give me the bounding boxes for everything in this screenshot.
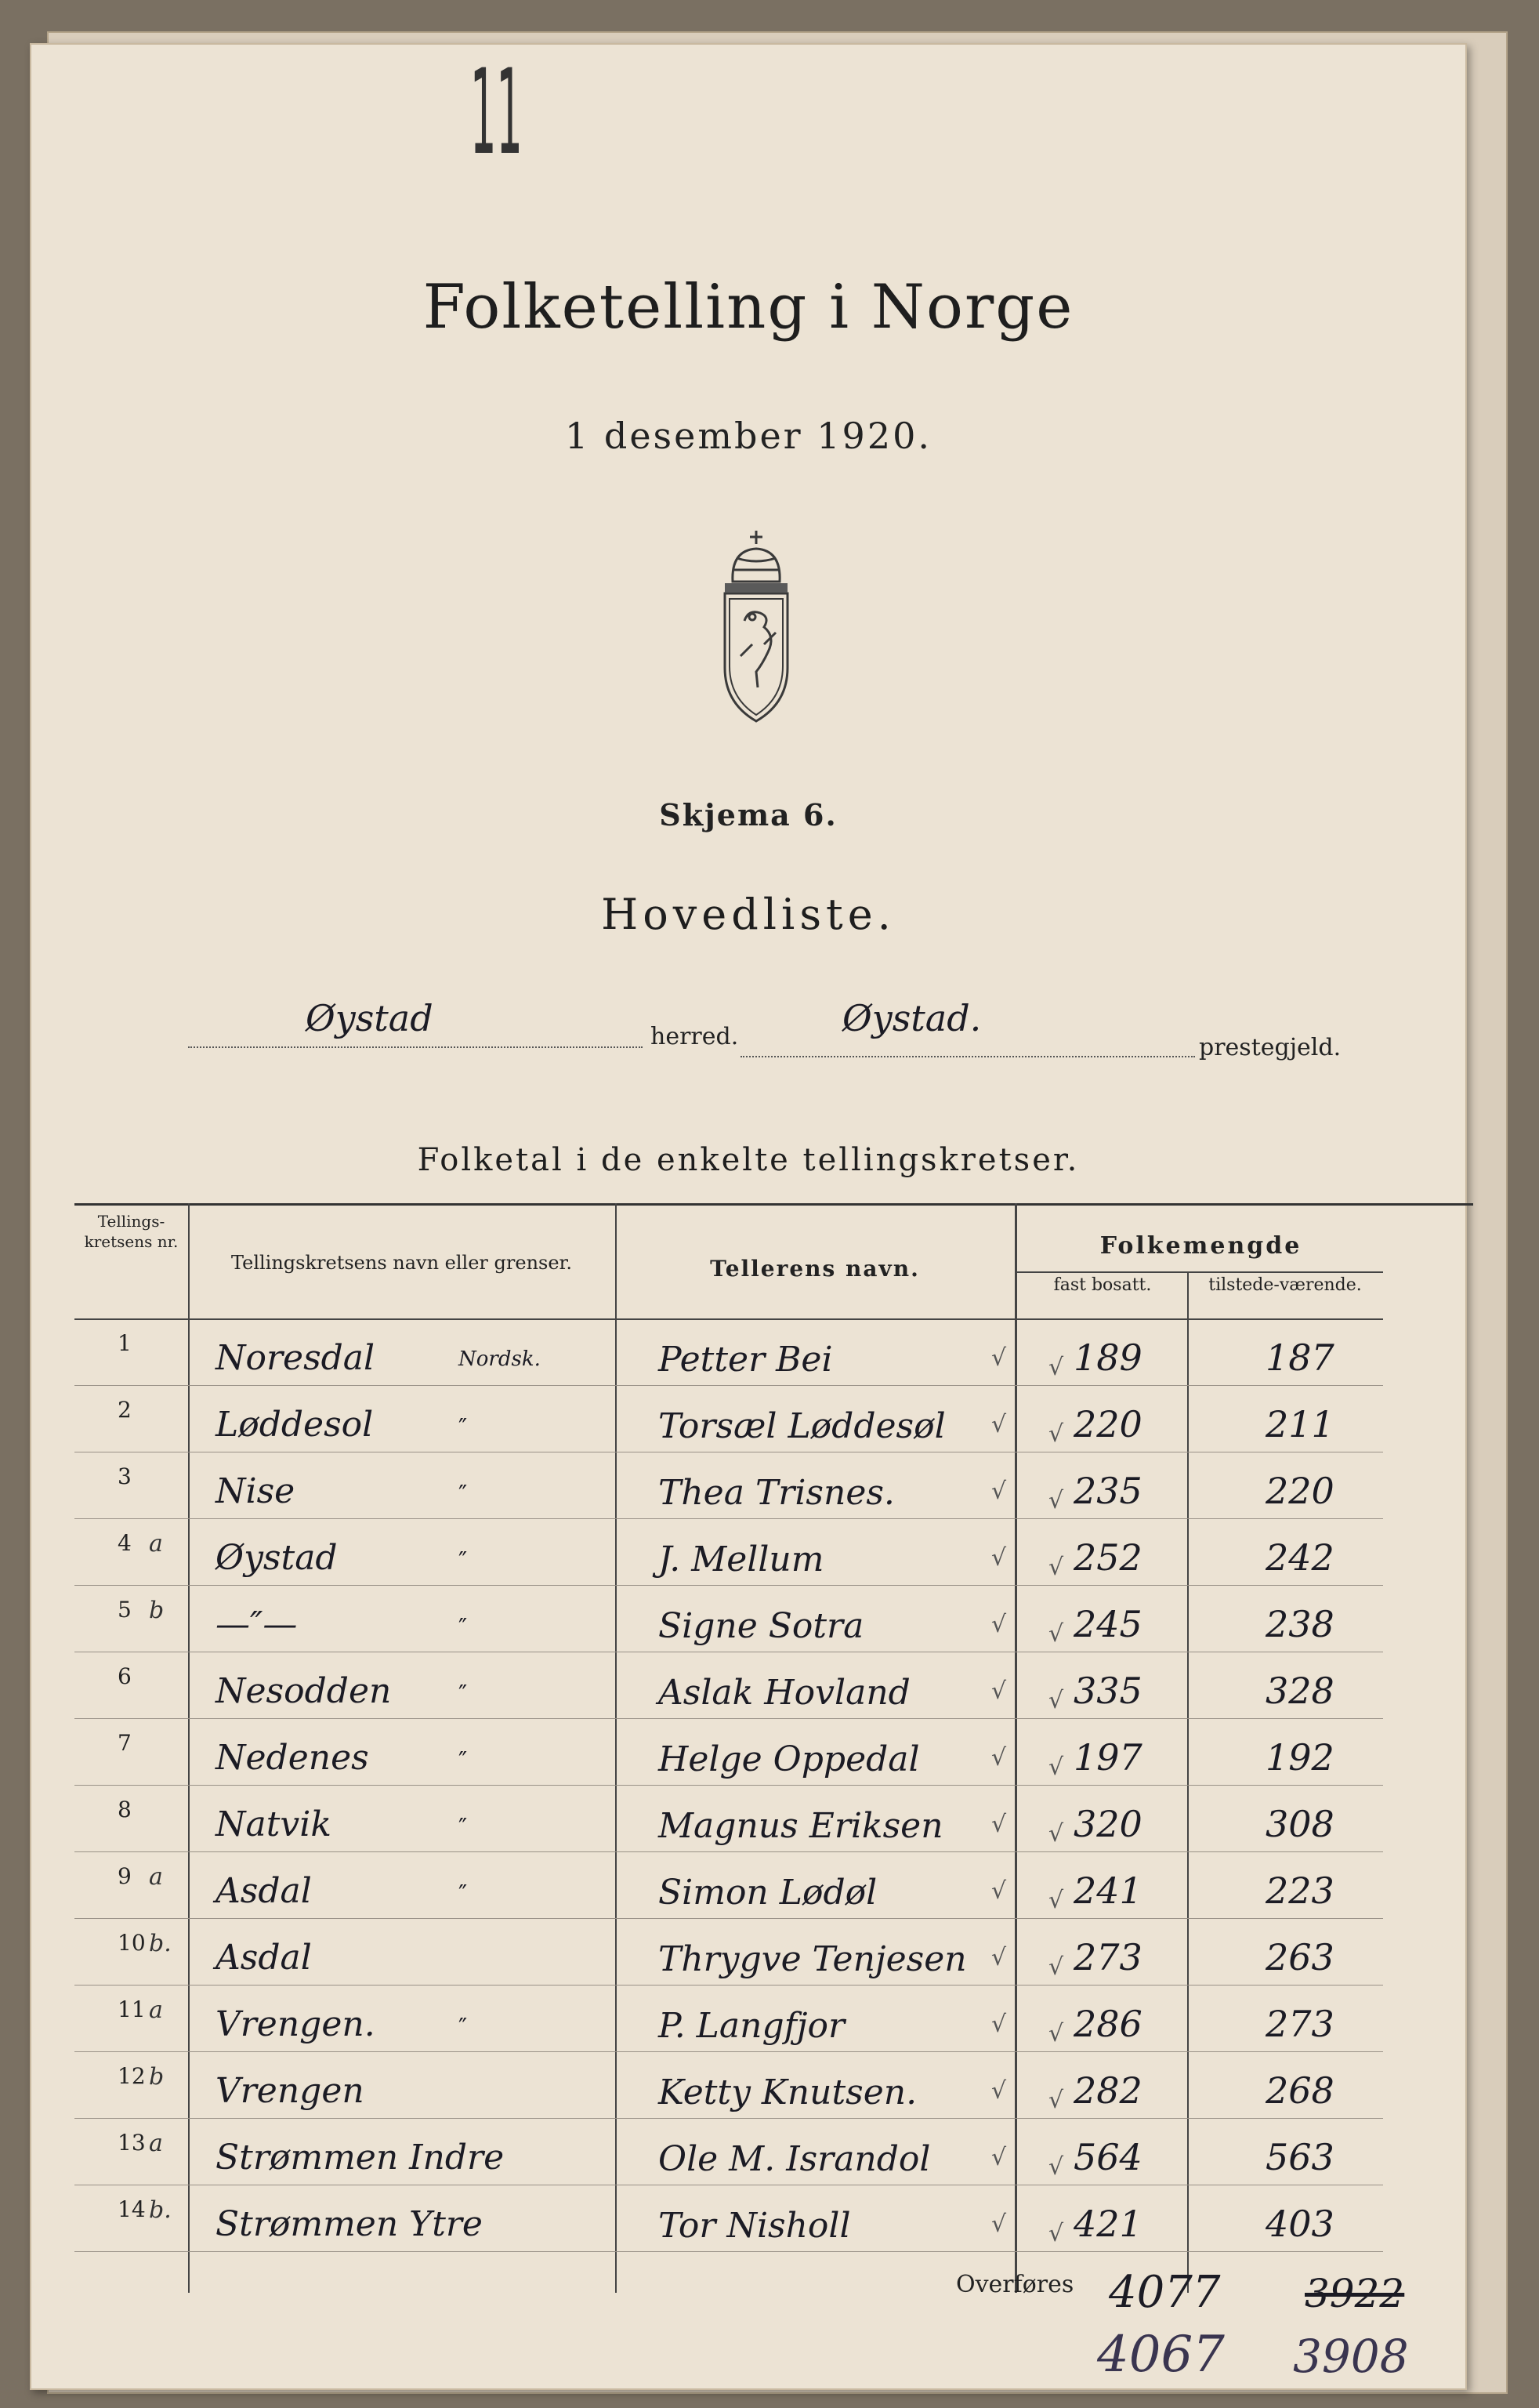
check-mark-icon: √	[1048, 1420, 1064, 1448]
row-rule	[74, 1785, 1383, 1786]
tilstedevaerende-value: 268	[1266, 2069, 1334, 2112]
check-mark-icon: √	[991, 1811, 1007, 1838]
check-mark-icon: √	[991, 1744, 1007, 1772]
total-tilstede: 3922	[1305, 2271, 1405, 2316]
col-divider-2	[615, 1203, 617, 2293]
teller-name: Thea Trisnes.	[658, 1473, 895, 1513]
row-rule	[74, 1985, 1383, 1986]
check-mark-icon: √	[1048, 2220, 1064, 2247]
teller-name: Signe Sotra	[658, 1606, 864, 1646]
row-rule	[74, 1518, 1383, 1519]
teller-name: Helge Oppedal	[658, 1739, 920, 1779]
row-number: 6	[118, 1663, 132, 1689]
tilstedevaerende-value: 187	[1266, 1336, 1334, 1379]
row-subletter: a	[149, 1863, 163, 1891]
fast-bosatt-value: 320	[1074, 1803, 1142, 1845]
row-number: 8	[118, 1797, 132, 1822]
norway-coat-of-arms-icon	[701, 527, 811, 727]
check-mark-icon: √	[991, 1344, 1007, 1372]
fast-bosatt-value: 252	[1074, 1536, 1142, 1579]
fast-bosatt-value: 286	[1074, 2003, 1142, 2045]
check-mark-icon: √	[1048, 2153, 1064, 2181]
district-name: Nedenes	[215, 1738, 369, 1778]
district-note: ″	[458, 1414, 468, 1442]
check-mark-icon: √	[991, 1411, 1007, 1438]
district-note: ″	[458, 1814, 468, 1841]
district-name: Noresdal	[215, 1338, 375, 1378]
table-title: Folketal i de enkelte tellingskretser.	[417, 1142, 1080, 1178]
row-rule	[74, 1851, 1383, 1852]
tilstedevaerende-value: 211	[1266, 1403, 1334, 1445]
district-name: Natvik	[215, 1804, 332, 1844]
district-note: ″	[458, 1614, 468, 1641]
check-mark-icon: √	[1048, 1887, 1064, 1914]
district-note: Nordsk.	[458, 1347, 541, 1371]
overfores-label: Overføres	[956, 2271, 1074, 2298]
check-mark-icon: √	[1048, 2087, 1064, 2114]
fast-bosatt-value: 421	[1074, 2203, 1142, 2245]
teller-name: Thrygve Tenjesen	[658, 1939, 967, 1979]
tilstedevaerende-value: 273	[1266, 2003, 1334, 2045]
col-divider-1	[188, 1203, 190, 2293]
group-rule	[1015, 1271, 1383, 1273]
check-mark-icon: √	[991, 2077, 1007, 2105]
herred-label: herred.	[650, 1023, 739, 1050]
teller-name: Ketty Knutsen.	[658, 2073, 918, 2112]
district-note: ″	[458, 1681, 468, 1708]
check-mark-icon: √	[1048, 1820, 1064, 1848]
corrected-total-fast: 4067	[1097, 2326, 1225, 2384]
tilstedevaerende-value: 308	[1266, 1803, 1334, 1845]
row-rule	[74, 2051, 1383, 2052]
fast-bosatt-value: 564	[1074, 2136, 1142, 2178]
header-folkemengde: Folkemengde	[1099, 1232, 1302, 1260]
teller-name: Magnus Eriksen	[658, 1806, 943, 1846]
fast-bosatt-value: 220	[1074, 1403, 1142, 1445]
teller-name: Torsæl Løddesøl	[658, 1406, 946, 1446]
fast-bosatt-value: 245	[1074, 1603, 1142, 1645]
district-name: Asdal	[215, 1871, 312, 1911]
teller-name: Ole M. Israndol	[658, 2139, 931, 2179]
fast-bosatt-value: 335	[1074, 1670, 1142, 1712]
check-mark-icon: √	[1048, 2020, 1064, 2047]
row-subletter: a	[149, 1996, 163, 2024]
check-mark-icon: √	[1048, 1554, 1064, 1581]
row-number: 1	[118, 1330, 132, 1356]
row-number: 7	[118, 1730, 132, 1756]
fast-bosatt-value: 197	[1074, 1736, 1142, 1779]
header-bottom-rule	[74, 1318, 1383, 1320]
check-mark-icon: √	[991, 2210, 1007, 2238]
row-number: 12	[118, 2063, 146, 2089]
check-mark-icon: √	[991, 2011, 1007, 2038]
tilstedevaerende-value: 223	[1266, 1869, 1334, 1912]
prestegjeld-label: prestegjeld.	[1199, 1034, 1342, 1061]
row-number: 13	[118, 2130, 146, 2156]
prestegjeld-value: Øystad.	[842, 997, 982, 1039]
district-name: Strømmen Ytre	[215, 2204, 483, 2244]
row-rule	[74, 1718, 1383, 1719]
header-name: Tellingskretsens navn eller grenser.	[230, 1252, 573, 1274]
tilstedevaerende-value: 328	[1266, 1670, 1334, 1712]
check-mark-icon: √	[991, 1944, 1007, 1971]
row-number: 11	[118, 1996, 146, 2022]
teller-name: Aslak Hovland	[658, 1673, 911, 1713]
row-number: 9	[118, 1863, 132, 1889]
header-nr: Tellings-kretsens nr.	[84, 1212, 179, 1251]
form-date: 1 desember 1920.	[565, 415, 932, 457]
check-mark-icon: √	[991, 1544, 1007, 1572]
header-teller: Tellerens navn.	[710, 1256, 920, 1282]
check-mark-icon: √	[1048, 1753, 1064, 1781]
tilstedevaerende-value: 220	[1266, 1470, 1334, 1512]
district-note: ″	[458, 1747, 468, 1775]
col-divider-4	[1187, 1271, 1189, 2293]
district-name: Nesodden	[215, 1671, 392, 1711]
table-top-rule	[74, 1203, 1473, 1206]
check-mark-icon: √	[991, 2144, 1007, 2171]
district-note: ″	[458, 1481, 468, 1508]
prestegjeld-fill-line	[741, 1056, 1195, 1057]
tilstedevaerende-value: 192	[1266, 1736, 1334, 1779]
row-number: 4	[118, 1530, 132, 1556]
row-rule	[74, 1385, 1383, 1386]
form-title: Folketelling i Norge	[422, 272, 1074, 343]
fast-bosatt-value: 282	[1074, 2069, 1142, 2112]
row-number: 14	[118, 2196, 146, 2222]
herred-fill-line	[188, 1046, 643, 1048]
form-heading: Hovedliste.	[601, 890, 896, 939]
row-rule	[74, 1585, 1383, 1586]
skjema-label: Skjema 6.	[659, 797, 838, 832]
tilstedevaerende-value: 263	[1266, 1936, 1334, 1978]
row-rule	[74, 1918, 1383, 1919]
tilstedevaerende-value: 242	[1266, 1536, 1334, 1579]
row-number: 2	[118, 1397, 132, 1423]
district-note: ″	[458, 2014, 468, 2041]
district-name: Strømmen Indre	[215, 2138, 505, 2178]
district-note: ″	[458, 1547, 468, 1575]
teller-name: J. Mellum	[658, 1539, 824, 1579]
district-name: —″—	[215, 1605, 298, 1645]
teller-name: Simon Lødøl	[658, 1873, 878, 1913]
total-fast: 4077	[1109, 2267, 1221, 2318]
fast-bosatt-value: 235	[1074, 1470, 1142, 1512]
row-subletter: b.	[149, 2196, 172, 2224]
check-mark-icon: √	[991, 1677, 1007, 1705]
row-rule	[74, 2118, 1383, 2119]
check-mark-icon: √	[1048, 1953, 1064, 1981]
district-note: ″	[458, 1880, 468, 1908]
header-fast: fast bosatt.	[1053, 1275, 1152, 1295]
row-subletter: a	[149, 2130, 163, 2157]
herred-value: Øystad	[306, 997, 433, 1039]
fast-bosatt-value: 241	[1074, 1869, 1142, 1912]
teller-name: Petter Bei	[658, 1340, 833, 1380]
row-subletter: a	[149, 1530, 163, 1558]
check-mark-icon: √	[1048, 1487, 1064, 1514]
row-subletter: b	[149, 1597, 165, 1624]
check-mark-icon: √	[1048, 1620, 1064, 1648]
teller-name: P. Langfjor	[658, 2006, 846, 2046]
corrected-total-tilstede: 3908	[1293, 2330, 1409, 2383]
check-mark-icon: √	[991, 1478, 1007, 1505]
tilstedevaerende-value: 563	[1266, 2136, 1334, 2178]
district-name: Nise	[215, 1471, 295, 1511]
row-subletter: b.	[149, 1930, 172, 1957]
district-name: Vrengen	[215, 2071, 364, 2111]
row-number: 3	[118, 1463, 132, 1489]
district-name: Asdal	[215, 1938, 312, 1978]
check-mark-icon: √	[1048, 1687, 1064, 1714]
row-number: 5	[118, 1597, 132, 1623]
col-divider-3	[1015, 1203, 1017, 2293]
page-mark: 11	[470, 45, 523, 181]
district-name: Løddesol	[215, 1405, 374, 1445]
census-form-sheet	[30, 43, 1467, 2390]
check-mark-icon: √	[1048, 1354, 1064, 1381]
tilstedevaerende-value: 403	[1266, 2203, 1334, 2245]
tilstedevaerende-value: 238	[1266, 1603, 1334, 1645]
district-name: Øystad	[215, 1538, 338, 1578]
row-number: 10	[118, 1930, 146, 1956]
fast-bosatt-value: 189	[1074, 1336, 1142, 1379]
row-subletter: b	[149, 2063, 165, 2091]
row-rule	[74, 2251, 1383, 2252]
teller-name: Tor Nisholl	[658, 2206, 851, 2246]
check-mark-icon: √	[991, 1611, 1007, 1638]
check-mark-icon: √	[991, 1877, 1007, 1905]
fast-bosatt-value: 273	[1074, 1936, 1142, 1978]
header-tilstede: tilstede-værende.	[1208, 1275, 1362, 1295]
district-name: Vrengen.	[215, 2004, 375, 2044]
